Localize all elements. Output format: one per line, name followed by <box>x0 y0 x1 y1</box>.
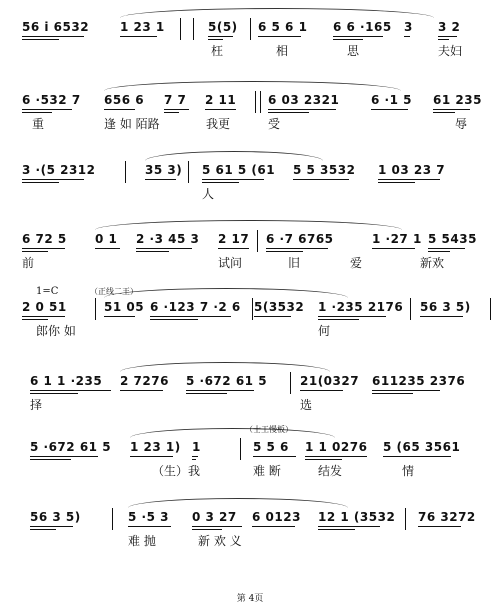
bar-line <box>255 91 256 113</box>
slur-arc <box>130 428 335 438</box>
beat-underline <box>418 526 461 527</box>
lyric-text: 难 断 <box>253 464 281 478</box>
bar-line <box>193 18 194 40</box>
key-signature: 1=C <box>36 286 59 297</box>
lyric-text: 爱 <box>350 256 363 270</box>
beat-underline <box>371 109 408 110</box>
beat-underline <box>305 459 342 460</box>
beat-underline <box>300 390 343 391</box>
beat-underline <box>30 526 73 527</box>
bar-line <box>240 438 241 460</box>
beat-underline <box>318 316 386 317</box>
bar-line <box>490 298 491 320</box>
notation-group: 6 5 6 1 <box>258 20 308 34</box>
lyric-text: 情 <box>402 464 415 478</box>
slur-arc <box>104 288 348 298</box>
lyric-text: 何 <box>318 324 331 338</box>
lyric-text: 受 <box>268 117 281 131</box>
beat-underline <box>318 526 380 527</box>
beat-underline <box>254 316 291 317</box>
beat-underline <box>22 319 48 320</box>
notation-group: 6 03 2321 <box>268 93 340 107</box>
notation-group: 2 17 <box>218 232 250 246</box>
beat-underline <box>428 251 450 252</box>
notation-group: 7 7 <box>164 93 187 107</box>
lyric-text: 选 <box>300 398 313 412</box>
notation-group: 56 i 6532 <box>22 20 90 34</box>
beat-underline <box>253 456 296 457</box>
notation-group: 1 23 1 <box>120 20 165 34</box>
notation-group: 5 5435 <box>428 232 477 246</box>
beat-underline <box>130 456 173 457</box>
beat-underline <box>266 248 328 249</box>
notation-group: 76 3272 <box>418 510 476 524</box>
notation-group: 5 ·672 61 5 <box>186 374 268 388</box>
beat-underline <box>428 248 465 249</box>
beat-underline <box>266 251 303 252</box>
beat-underline <box>192 456 198 457</box>
bar-line <box>405 508 406 530</box>
beat-underline <box>378 179 440 180</box>
beat-underline <box>218 248 249 249</box>
bar-line <box>257 230 258 252</box>
beat-underline <box>205 109 236 110</box>
beat-underline <box>128 526 171 527</box>
beat-underline <box>268 109 336 110</box>
notation-group: 5 5 6 <box>253 440 289 454</box>
lyric-text: 郎你 如 <box>36 324 76 338</box>
lyric-text: 择 <box>30 398 43 412</box>
notation-group: 0 3 27 <box>192 510 237 524</box>
slur-arc <box>128 498 348 508</box>
beat-underline <box>22 112 52 113</box>
beat-underline <box>164 109 189 110</box>
bar-line <box>125 161 126 183</box>
beat-underline <box>252 526 295 527</box>
bar-line <box>95 298 96 320</box>
slur-arc <box>145 151 323 161</box>
beat-underline <box>22 179 84 180</box>
beat-underline <box>333 36 383 37</box>
beat-underline <box>378 182 415 183</box>
lyric-text: 前 <box>22 256 35 270</box>
beat-underline <box>186 390 254 391</box>
bar-line <box>188 161 189 183</box>
beat-underline <box>30 393 78 394</box>
beat-underline <box>22 248 65 249</box>
lyric-text: 人 <box>202 187 215 201</box>
beat-underline <box>208 39 223 40</box>
notation-group: 56 3 5) <box>30 510 81 524</box>
notation-group: 1 ·27 1 <box>372 232 422 246</box>
beat-underline <box>372 248 415 249</box>
lyric-text: 我更 <box>206 117 231 131</box>
beat-underline <box>372 393 413 394</box>
beat-underline <box>164 112 179 113</box>
beat-underline <box>150 319 198 320</box>
beat-underline <box>22 109 72 110</box>
beat-underline <box>104 316 135 317</box>
notation-group: 35 3) <box>145 163 183 177</box>
page-number: 第 4页 <box>236 594 264 604</box>
beat-underline <box>268 112 309 113</box>
notation-group: 1 <box>192 440 201 454</box>
notation-group: 2 ·3 45 3 <box>136 232 200 246</box>
beat-underline <box>136 248 192 249</box>
lyric-text: 相 <box>276 44 289 58</box>
slur-arc <box>120 362 330 372</box>
notation-group: 6 6 ·165 <box>333 20 392 34</box>
bar-line <box>290 372 291 394</box>
beat-underline <box>318 529 355 530</box>
lyric-text: 新欢 <box>420 256 445 270</box>
beat-underline <box>202 182 239 183</box>
beat-underline <box>372 390 440 391</box>
lyric-text: 试问 <box>218 256 243 270</box>
notation-group: 5(5) <box>208 20 238 34</box>
lyric-text: 旧 <box>288 256 301 270</box>
beat-underline <box>136 251 169 252</box>
beat-underline <box>120 36 157 37</box>
beat-underline <box>305 456 367 457</box>
beat-underline <box>192 459 196 460</box>
beat-underline <box>30 459 71 460</box>
notation-group: 611235 2376 <box>372 374 466 388</box>
notation-group: 1 23 1) <box>130 440 181 454</box>
lyric-text: 枉 <box>211 44 224 58</box>
lyric-text: 重 <box>32 117 45 131</box>
beat-underline <box>208 36 233 37</box>
bar-line <box>250 18 251 40</box>
beat-underline <box>145 179 176 180</box>
lyric-text: 夫妇 <box>438 44 463 58</box>
beat-underline <box>404 36 410 37</box>
lyric-text: 逢 如 陌路 <box>104 117 160 131</box>
beat-underline <box>383 456 451 457</box>
lyric-text: 难 抛 <box>128 534 156 548</box>
beat-underline <box>192 526 242 527</box>
notation-group: 1 1 0276 <box>305 440 368 454</box>
notation-group: 12 1 (3532 <box>318 510 396 524</box>
notation-group: 61 235 <box>433 93 482 107</box>
beat-underline <box>95 248 120 249</box>
notation-group: 6 72 5 <box>22 232 67 246</box>
mode-annotation: （士工慢板） <box>245 425 293 434</box>
beat-underline <box>438 36 457 37</box>
beat-underline <box>186 393 227 394</box>
beat-underline <box>30 529 56 530</box>
lyric-text: （生）我 <box>152 464 201 478</box>
notation-group: 3 <box>404 20 413 34</box>
notation-group: 5 (65 3561 <box>383 440 461 454</box>
mode-annotation: （正线二王） <box>90 287 138 296</box>
beat-underline <box>30 456 98 457</box>
beat-underline <box>150 316 231 317</box>
notation-group: 5 ·5 3 <box>128 510 169 524</box>
beat-underline <box>22 251 48 252</box>
lyric-text: 新 欢 义 <box>198 534 242 548</box>
notation-group: 6 ·123 7 ·2 6 <box>150 300 241 314</box>
beat-underline <box>120 390 163 391</box>
beat-underline <box>22 182 59 183</box>
bar-line <box>252 298 253 320</box>
notation-group: 56 3 5) <box>420 300 471 314</box>
slur-arc <box>104 81 401 91</box>
notation-group: 3 ·(5 2312 <box>22 163 96 177</box>
notation-group: 51 05 <box>104 300 145 314</box>
beat-underline <box>104 109 135 110</box>
notation-group: 5(3532 <box>254 300 305 314</box>
notation-group: 6 0123 <box>252 510 301 524</box>
beat-underline <box>22 39 59 40</box>
bar-line <box>180 18 181 40</box>
notation-group: 1 ·235 2176 <box>318 300 404 314</box>
notation-group: 21(0327 <box>300 374 360 388</box>
notation-group: 5 ·672 61 5 <box>30 440 112 454</box>
slur-arc <box>95 220 402 230</box>
notation-group: 2 7276 <box>120 374 169 388</box>
lyric-text: 思 <box>347 44 360 58</box>
notation-group: 2 0 51 <box>22 300 67 314</box>
bar-line <box>260 91 261 113</box>
beat-underline <box>420 316 463 317</box>
beat-underline <box>30 390 111 391</box>
notation-group: 6 1 1 ·235 <box>30 374 103 388</box>
beat-underline <box>192 529 222 530</box>
lyric-text: 结发 <box>318 464 343 478</box>
notation-group: 6 ·7 6765 <box>266 232 334 246</box>
notation-group: 3 2 <box>438 20 461 34</box>
slur-arc <box>120 8 434 18</box>
notation-group: 2 11 <box>205 93 237 107</box>
beat-underline <box>22 36 84 37</box>
beat-underline <box>433 109 470 110</box>
notation-group: 6 ·532 7 <box>22 93 81 107</box>
notation-group: 5 61 5 (61 <box>202 163 276 177</box>
beat-underline <box>433 112 455 113</box>
beat-underline <box>258 36 301 37</box>
beat-underline <box>22 316 65 317</box>
notation-group: 6 ·1 5 <box>371 93 412 107</box>
beat-underline <box>202 179 264 180</box>
notation-group: 656 6 <box>104 93 145 107</box>
notation-group: 1 03 23 7 <box>378 163 446 177</box>
notation-group: 0 1 <box>95 232 118 246</box>
lyric-text: 辱 <box>455 117 468 131</box>
beat-underline <box>438 39 449 40</box>
notation-group: 5 5 3532 <box>293 163 356 177</box>
beat-underline <box>333 39 363 40</box>
bar-line <box>410 298 411 320</box>
beat-underline <box>318 319 359 320</box>
bar-line <box>112 508 113 530</box>
beat-underline <box>293 179 349 180</box>
